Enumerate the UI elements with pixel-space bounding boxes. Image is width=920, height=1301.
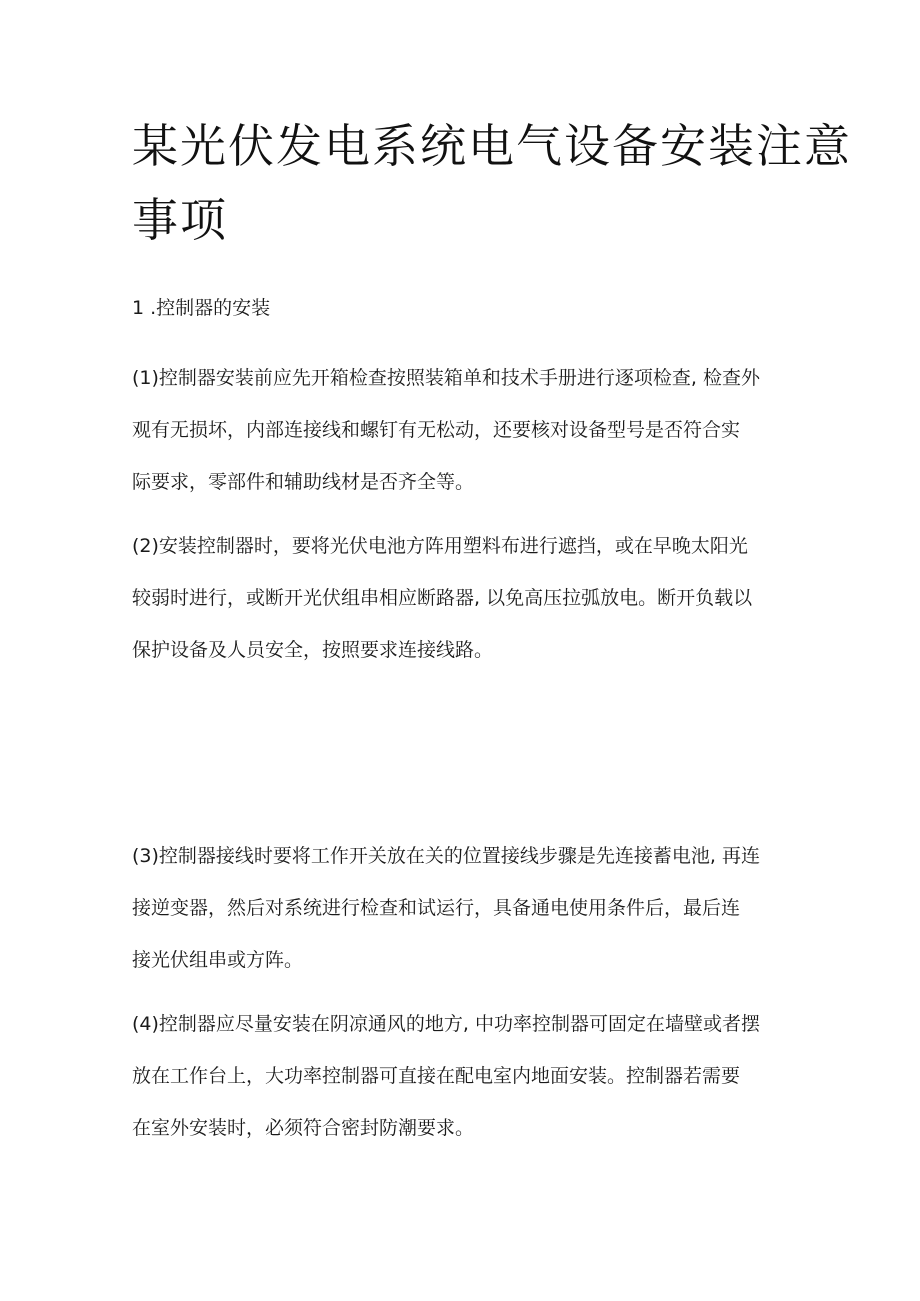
paragraph-line: 放在工作台上，大功率控制器可直接在配电室内地面安装。控制器若需要: [132, 1065, 741, 1087]
section-heading: 1 .控制器的安装: [132, 297, 271, 319]
paragraph-4: [132, 998, 812, 1154]
paragraph-line: 接逆变器，然后对系统进行检查和试运行，具备通电使用条件后，最后连: [132, 897, 741, 919]
paragraph-1: [132, 352, 812, 508]
paragraph-line: (1)控制器安装前应先开箱检查按照装箱单和技术手册进行逐项检查, 检查外: [132, 367, 760, 389]
paragraph-line: 保护设备及人员安全，按照要求连接线路。: [132, 639, 494, 661]
paragraph-line: (3)控制器接线时要将工作开关放在关的位置接线步骤是先连接蓄电池, 再连: [132, 845, 760, 867]
paragraph-line: 较弱时进行，或断开光伏组串相应断路器, 以免高压拉弧放电。断开负载以: [132, 587, 753, 609]
paragraph-line: 接光伏组串或方阵。: [132, 949, 304, 971]
paragraph-line: 际要求，零部件和辅助线材是否齐全等。: [132, 471, 475, 493]
paragraph-line: (2)安装控制器时，要将光伏电池方阵用塑料布进行遮挡，或在早晚太阳光: [132, 535, 748, 557]
paragraph-line: 在室外安装时，必须符合密封防潮要求。: [132, 1117, 475, 1139]
paragraph-line: (4)控制器应尽量安装在阴凉通风的地方, 中功率控制器可固定在墙壁或者摆: [132, 1013, 760, 1035]
paragraph-3: [132, 830, 812, 986]
document-title-line-1: 某光伏发电系统电气设备安装注意: [132, 119, 852, 173]
document-title-line-2: 事项: [132, 193, 228, 247]
paragraph-line: 观有无损坏，内部连接线和螺钉有无松动，还要核对设备型号是否符合实: [132, 419, 741, 441]
paragraph-2: [132, 520, 812, 676]
